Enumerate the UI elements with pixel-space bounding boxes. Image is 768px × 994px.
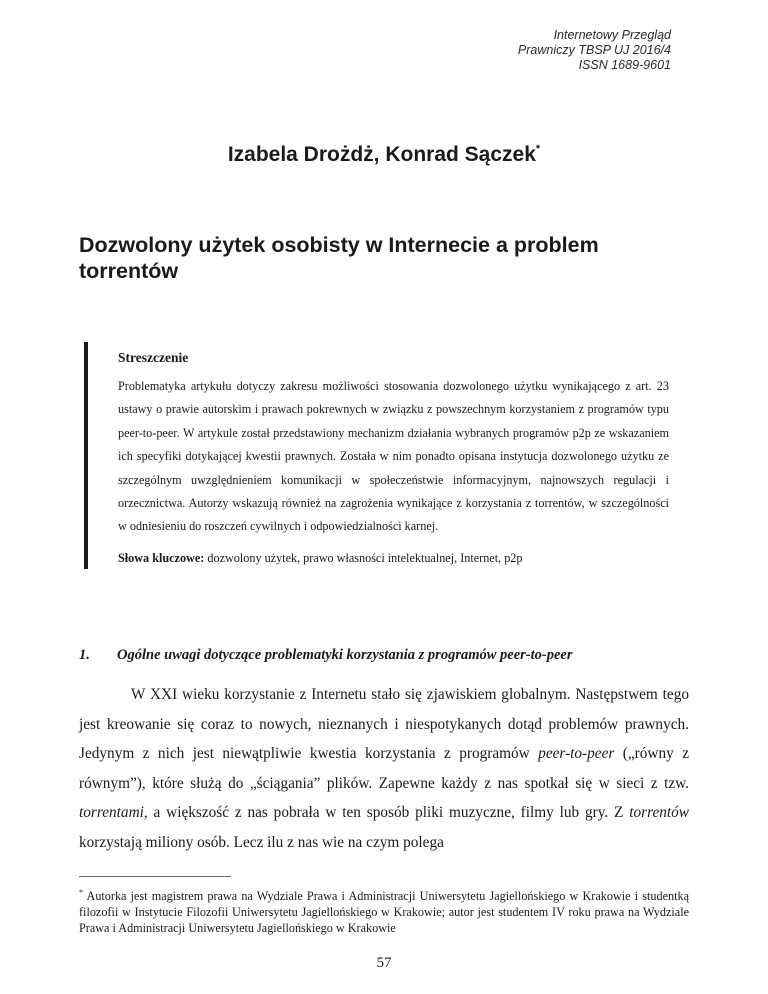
section-title: Ogólne uwagi dotyczące problematyki korzystania z programów peer-to-peer (117, 647, 573, 663)
abstract-text: Problematyka artykułu dotyczy zakresu możliwości stosowania dozwolonego użytku wynikającego z art. 23 ustawy o prawie autorskim i prawach pokrewnych w związku z powszechnym korzystaniem z programów typu peer-to-peer. W artykule został przedstawiony mechanizm działania wybranych programów p2p ze wskazaniem ich specyfiki dotykającej kwestii prawnych. Została w nim ponadto opisana instytucja dozwolonego użytku ze szczególnym uwzględnieniem komunikacji w społeczeństwie informacyjnym, najnowszych regulacji i orzecznictwa. Autorzy wskazują również na zagrożenia wynikające z korzystania z torrentów, w szczególności w odniesieniu do roszczeń cywilnych i odpowiedzialności karnej. (118, 379, 669, 534)
journal-issn: ISSN 1689-9601 (578, 58, 671, 72)
keywords-label: Słowa kluczowe: (118, 550, 205, 565)
body-text-run: („równy z równym”), które służą do „ściągania” plików. Zapewne każdy z nas spotkał się w sieci z tzw. (79, 745, 689, 792)
keywords-list: dozwolony użytek, prawo własności intelektualnej, Internet, p2p (207, 550, 523, 565)
body-text-run: korzystają miliony osób. Lecz ilu z nas wie na czym polega (79, 833, 444, 851)
journal-info (518, 28, 671, 73)
article-title: Dozwolony użytek osobisty w Internecie a problem torrentów (79, 233, 599, 283)
page-number: 57 (376, 955, 392, 971)
abstract-heading: Streszczenie (118, 350, 189, 365)
body-text-run: , a większość z nas pobrała w ten sposób pliki muzyczne, filmy lub gry. Z (143, 804, 630, 821)
authors-line (0, 143, 768, 167)
abstract-box (84, 342, 688, 569)
author-names: Izabela Drożdż, Konrad Sączek (227, 143, 536, 166)
keywords (118, 551, 669, 566)
journal-name-line2: Prawniczy TBSP UJ 2016/4 (517, 43, 671, 57)
body-italic-term: peer-to-peer (538, 745, 615, 762)
section-number: 1. (79, 647, 90, 663)
footnote-text: Autorka jest magistrem prawa na Wydziale Prawa i Administracji Uniwersytetu Jagiellońskiego w Krakowie i studentką filozofii w Instytucie Filozofii Uniwersytetu Jagiellońskiego w Krakowie; autor jest studentem IV roku prawa na Wydziale Prawa i Administracji Uniwersytetu Jagiellońskiego w Krakowie (79, 889, 689, 935)
section-heading (79, 647, 573, 664)
body-text-run: W XXI wieku korzystanie z Internetu stało się zjawiskiem globalnym. Następstwem tego jest kreowanie się coraz to nowych, nieznanych i niespotykanych dotąd problemów prawnych. Jedynym z nich jest niewątpliwie kwestia korzystania z programów (79, 686, 689, 762)
author-footnote-marker: * (535, 143, 541, 155)
body-paragraph (79, 680, 689, 857)
body-italic-term: torrentami (79, 804, 144, 821)
journal-name-line1: Internetowy Przegląd (553, 28, 671, 42)
footnote (79, 885, 689, 936)
footnote-marker: * (79, 888, 83, 897)
body-italic-term: torrentów (629, 804, 689, 821)
body-text (79, 680, 689, 857)
footnote-divider (79, 876, 231, 877)
